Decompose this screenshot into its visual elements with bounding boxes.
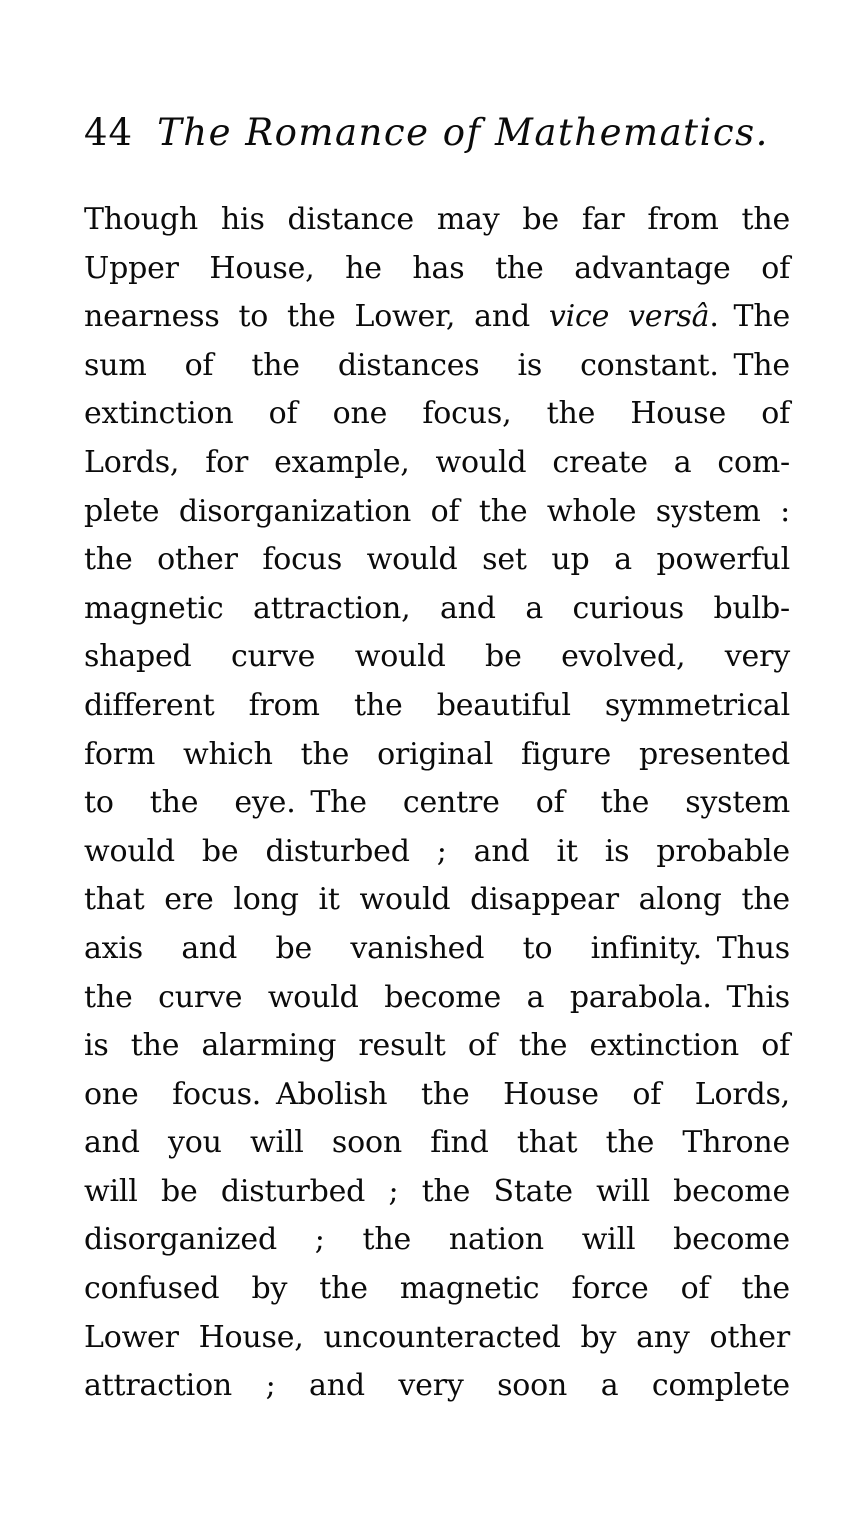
text-segment: shaped curve would be evolved, very (84, 639, 790, 675)
text-segment: attraction ; and very soon a complete (84, 1368, 790, 1404)
text-segment: Lords, for example, would create a com- (84, 444, 790, 480)
text-line (84, 974, 790, 1023)
text-segment: form which the original figure presented (84, 736, 790, 772)
text-segment: nearness to the Lower, and (84, 299, 549, 335)
text-line (84, 390, 790, 439)
text-line (84, 925, 790, 974)
text-line (84, 488, 790, 537)
text-line (84, 1314, 790, 1363)
text-segment: will be disturbed ; the State will become (84, 1173, 790, 1209)
text-segment: . The (709, 299, 790, 335)
text-line (84, 1071, 790, 1120)
text-segment: Though his distance may be far from the (84, 202, 790, 237)
text-segment: to the eye. The centre of the system (84, 785, 790, 821)
text-segment: extinction of one focus, the House of (84, 396, 790, 432)
text-segment: and you will soon find that the Throne (84, 1125, 790, 1161)
running-head (84, 108, 790, 158)
text-segment: different from the beautiful symmetrical (84, 687, 790, 723)
text-line (84, 828, 790, 877)
text-line (84, 731, 790, 780)
text-line (84, 682, 790, 731)
text-line (84, 1362, 790, 1411)
text-segment: Lower House, uncounteracted by any other (84, 1319, 790, 1355)
text-line (84, 876, 790, 925)
text-line (84, 779, 790, 828)
text-segment: would be disturbed ; and it is probable (84, 833, 790, 869)
text-line (84, 439, 790, 488)
text-segment: is the alarming result of the extinction of (84, 1028, 790, 1064)
text-line (84, 245, 790, 294)
text-line (84, 1168, 790, 1217)
text-segment: that ere long it would disappear along the (84, 882, 790, 918)
text-line (84, 342, 790, 391)
body-text (84, 196, 790, 1411)
text-segment: the other focus would set up a powerful (84, 542, 790, 578)
text-segment: one focus. Abolish the House of Lords, (84, 1076, 790, 1112)
text-block (84, 108, 790, 1411)
text-line (84, 536, 790, 585)
text-segment: magnetic attraction, and a curious bulb- (84, 590, 790, 626)
running-title: The Romance of Mathematics. (157, 111, 769, 154)
text-line (84, 1119, 790, 1168)
italic-phrase: vice versâ (548, 299, 710, 335)
text-segment: the curve would become a parabola. This (84, 979, 790, 1015)
text-line (84, 293, 790, 342)
text-line (84, 633, 790, 682)
text-line (84, 196, 790, 245)
text-segment: plete disorganization of the whole system : (84, 493, 790, 529)
text-line (84, 1265, 790, 1314)
text-segment: disorganized ; the nation will become (84, 1222, 790, 1258)
page-number: 44 (84, 111, 134, 154)
text-line (84, 1022, 790, 1071)
text-segment: sum of the distances is constant. The (84, 347, 790, 383)
text-segment: Upper House, he has the advantage of (84, 250, 790, 286)
text-segment: axis and be vanished to infinity. Thus (84, 930, 790, 966)
text-line (84, 585, 790, 634)
text-segment: confused by the magnetic force of the (84, 1271, 790, 1307)
text-line (84, 1216, 790, 1265)
